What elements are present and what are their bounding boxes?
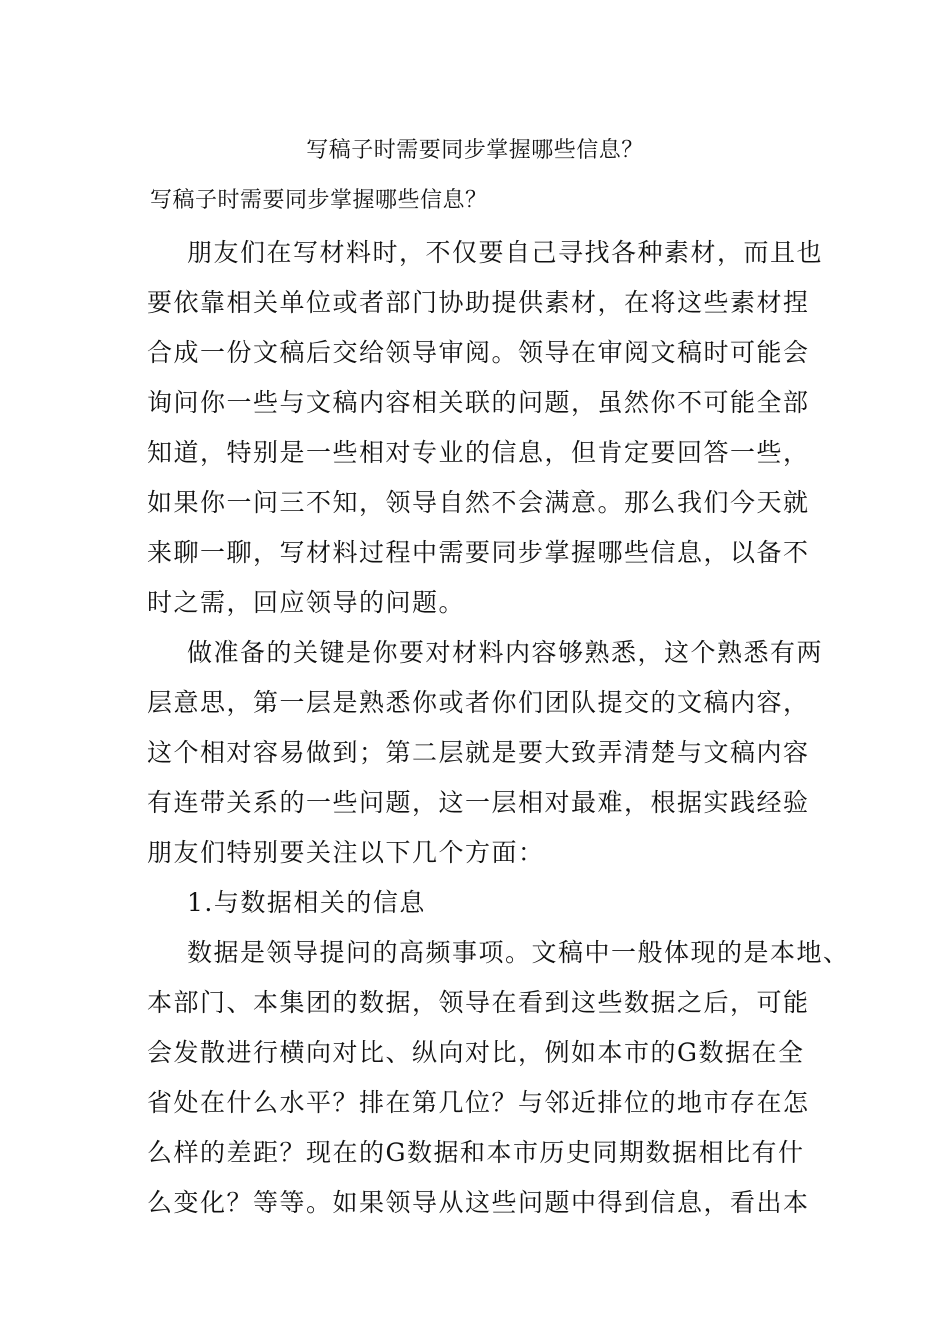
paragraph-line: 这个相对容易做到；第二层就是要大致弄清楚与文稿内容 [147,738,810,767]
paragraph-line: 知道，特别是一些相对专业的信息，但肯定要回答一些， [147,438,810,467]
document-subtitle: 写稿子时需要同步掌握哪些信息？ [150,188,488,213]
section-heading: 1.与数据相关的信息 [187,888,426,917]
paragraph-line: 有连带关系的一些问题，这一层相对最难，根据实践经验 [147,788,810,817]
document-body [147,228,850,1228]
paragraph-line: 如果你一问三不知，领导自然不会满意。那么我们今天就 [147,488,810,517]
paragraph-line: 合成一份文稿后交给领导审阅。领导在审阅文稿时可能会 [147,338,810,367]
paragraph-line: 朋友们特别要关注以下几个方面： [147,838,545,867]
paragraph-line: 么变化？等等。如果领导从这些问题中得到信息，看出本 [147,1188,810,1217]
paragraph-line: 省处在什么水平？排在第几位？与邻近排位的地市存在怎 [147,1088,810,1117]
paragraph-line: 本部门、本集团的数据，领导在看到这些数据之后，可能 [147,988,810,1017]
paragraph-line: 要依靠相关单位或者部门协助提供素材，在将这些素材捏 [147,288,810,317]
document-title: 写稿子时需要同步掌握哪些信息？ [306,138,644,163]
paragraph-line: 时之需，回应领导的问题。 [147,588,466,617]
paragraph-line: 做准备的关键是你要对材料内容够熟悉，这个熟悉有两 [187,638,824,667]
paragraph-line: 朋友们在写材料时，不仅要自己寻找各种素材，而且也 [187,238,824,267]
paragraph-line: 来聊一聊，写材料过程中需要同步掌握哪些信息，以备不 [147,538,810,567]
paragraph-line: 数据是领导提问的高频事项。文稿中一般体现的是本地、 [187,938,850,967]
paragraph-line: 询问你一些与文稿内容相关联的问题，虽然你不可能全部 [147,388,810,417]
paragraph-line: 么样的差距？现在的G数据和本市历史同期数据相比有什 [147,1138,805,1167]
paragraph-line: 层意思，第一层是熟悉你或者你们团队提交的文稿内容， [147,688,810,717]
paragraph-line: 会发散进行横向对比、纵向对比，例如本市的G数据在全 [147,1038,805,1067]
